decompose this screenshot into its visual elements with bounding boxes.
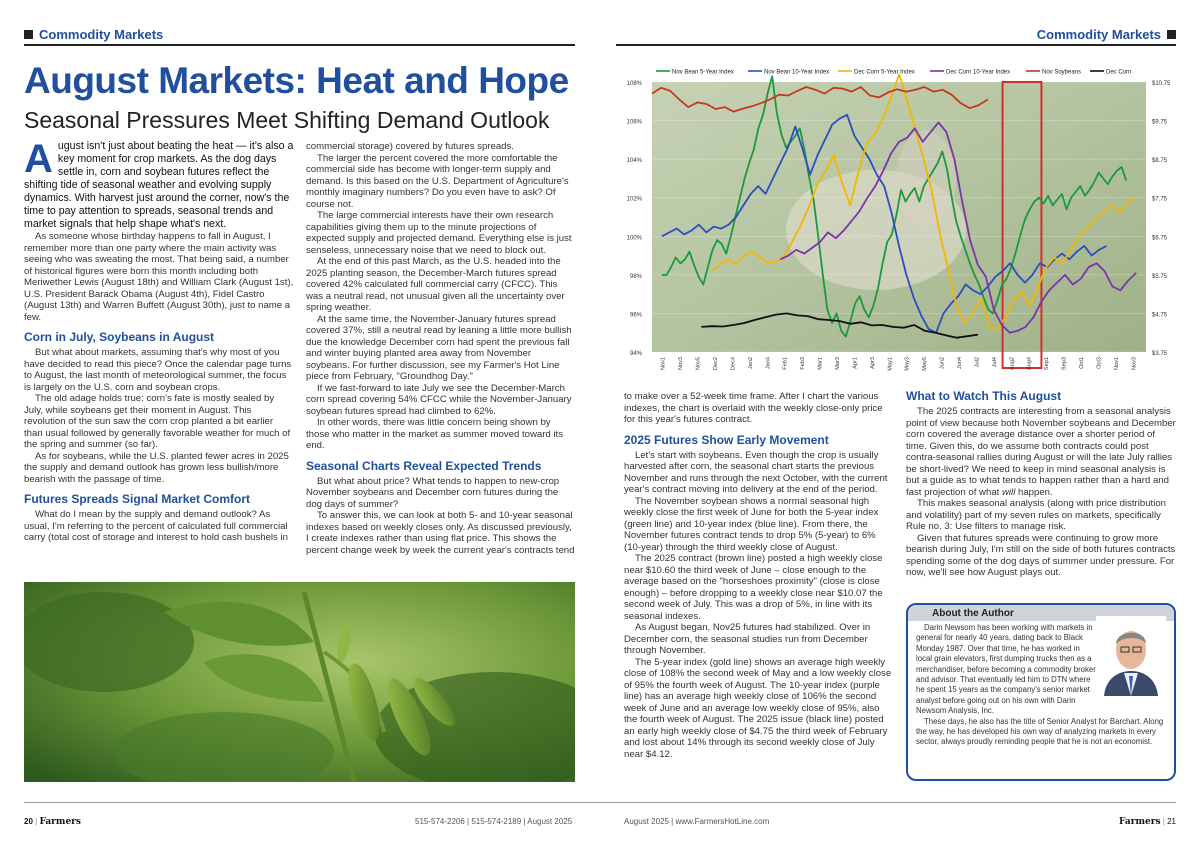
author-headshot: [1096, 616, 1166, 696]
paragraph: The large commercial interests have their own research capabilities giving them up to the minute projections of expected supply and projected demand. Everything else is just senseless, unnecessary noise that we need to block out.: [306, 210, 572, 256]
x-axis-tick-label: Oct3: [1096, 357, 1103, 369]
left-axis-tick-label: 102%: [626, 196, 642, 203]
paragraph: But what about markets, assuming that's why most of you have decided to read this piece? Once the calendar page turns to August, the last month of meteorological summer, the focus is largely on the U.S. corn and soybean crops.: [24, 347, 292, 393]
x-axis-tick-label: Dec2: [713, 357, 719, 371]
x-axis-tick-label: May1: [887, 357, 894, 371]
paragraph: But what about price? What tends to happen to new-crop November soybeans and December corn futures during the dog days of summer?: [306, 475, 560, 510]
paragraph: to make over a 52-week time frame. After I chart the various indexes, the chart is overlaid with the weekly close-only price for this year's futures contract.: [624, 391, 883, 425]
left-axis-tick-label: 106%: [626, 119, 642, 126]
subhead-seasonal: Seasonal Charts Reveal Expected Trends: [306, 458, 542, 473]
x-axis-tick-label: Mar1: [817, 357, 824, 370]
paragraph: As August began, Nov25 futures had stabilized. Over in December corn, the seasonal studies run from December through November.: [624, 622, 871, 656]
footer-left: 20 | Farmers: [24, 817, 81, 827]
paragraph: To answer this, we can look at both 5- and 10-year seasonal indexes based on weekly closes only. As discussed previously, I create indexes rather than using flat price. This shows the percent change week by week the current year's contracts tend: [306, 510, 575, 556]
subhead-corn: Corn in July, Soybeans in August: [24, 330, 215, 344]
x-axis-tick-label: Nov3: [678, 357, 685, 371]
x-axis-tick-label: May3: [904, 357, 911, 371]
soybean-plant-photo: [24, 582, 575, 782]
legend-label: Nov Soybeans: [1042, 69, 1082, 76]
legend-label: Dec Corn 5-Year Index: [854, 69, 915, 76]
x-axis-tick-label: Jan2: [747, 357, 754, 370]
legend-label: Dec Corn 10-Year Index: [946, 69, 1011, 76]
footer-right: Farmers | 21: [1119, 817, 1176, 827]
paragraph: As for soybeans, while the U.S. planted fewer acres in 2025 the supply and demand outlook has grown less bullish/more bearish with the passage of time.: [24, 450, 289, 485]
x-axis-tick-label: Oct1: [1079, 357, 1085, 369]
paragraph: At the end of this past March, as the U.S. headed into the 2025 planting season, the December-March futures spread covered 42% calculated full commercial carry (CFCC). This was a neutral read, not unusual given all the uncertainty over spring weather.: [306, 256, 565, 313]
farmers-logo: Farmers: [39, 817, 81, 827]
paragraph: The 2025 contract (brown line) posted a high weekly close near $10.60 the third week of June – close enough to the average based on the "horseshoes proximity" (close is close enough) – before dropping to a weekly close near $10.07 the second week of July. This was a drop of 5%, in line with its seasonal indexes.: [624, 553, 883, 622]
header-rule-right: [616, 44, 1176, 46]
right-axis-tick-label: $4.75: [1152, 312, 1168, 319]
x-axis-tick-label: Sep3: [1061, 357, 1068, 371]
left-axis-tick-label: 98%: [629, 273, 642, 280]
right-axis-tick-label: $7.75: [1152, 196, 1168, 203]
chart-svg: [616, 60, 1182, 382]
x-axis-tick-label: Feb1: [782, 357, 789, 370]
x-axis-tick-label: Nov5: [695, 357, 702, 371]
paragraph: At the same time, the November-January futures spread covered 37%, still a neutral read by leaning a little more bullish due the knowledge December corn had spent the previous fall and winter buying planted area away from November soybeans. For further discussion, see my Farmer's Hot Line piece from February, "Groundhog Day.": [306, 313, 572, 382]
x-axis-tick-label: Aug4: [1026, 357, 1033, 371]
article-column-4: [906, 390, 1176, 579]
x-axis-tick-label: Jul4: [991, 357, 998, 368]
paragraph: Let's start with soybeans. Even though the crop is usually harvested after corn, the seasonal chart starts the previous November and runs through the next October, with the current year's contract moving into delivery at the end of the period.: [624, 449, 888, 495]
subhead-watch: What to Watch This August: [906, 389, 1062, 403]
article-column-3: [624, 391, 894, 760]
x-axis-tick-label: Apr3: [869, 357, 876, 369]
x-axis-tick-label: Aug2: [1009, 357, 1016, 371]
paragraph: The 5-year index (gold line) shows an average high weekly close of 108% the second week of May and a low weekly close of 95% the fourth week of August. The 10-year index (purple line) has an average high weekly close of 106% the second week of June and an average low weekly close of 95%, also the fourth week of August. The 2025 issue (black line) posted an early high weekly close of $4.75 the third week of February and lost about 14% through its second weekly close of July near $4.12.: [624, 656, 892, 760]
left-axis-tick-label: 108%: [626, 81, 642, 87]
x-axis-tick-label: May5: [922, 357, 929, 371]
square-bullet-icon: [24, 30, 33, 39]
x-axis-tick-label: Dec4: [730, 357, 737, 371]
right-axis-tick-label: $3.75: [1152, 351, 1168, 357]
article-title: August Markets: Heat and Hope: [24, 60, 569, 101]
legend-label: Nov Bean 10-Year Index: [764, 69, 830, 76]
legend-label: Dec Corn: [1106, 69, 1132, 76]
paragraph: The 2025 contracts are interesting from a seasonal analysis point of view because both November soybeans and December corn covered the average distance over a shorter period of time. Given this, do we assume both contracts could post contra-seasonal rallies during August or will the late July rallies be short-lived? We need to keep in mind seasonal analysis is but a guide as to what tends to happen rather than a hard and fast projection of what will happen.: [906, 406, 1176, 498]
x-axis-tick-label: Jun2: [939, 357, 946, 370]
subhead-2025: 2025 Futures Show Early Movement: [624, 432, 829, 447]
left-axis-tick-label: 96%: [629, 312, 642, 319]
paragraph: If we fast-forward to late July we see the December-March corn spread covering 54% CFCC while the November-January soybean futures spread had climbed to 62%.: [306, 382, 572, 417]
square-bullet-icon: [1167, 30, 1176, 39]
paragraph: The larger the percent covered the more comfortable the commercial side has become with longer-term supply and demand. Is this based on the U.S. Department of Agriculture's monthly imaginary numbers? Do you even have to ask? Of course not.: [306, 152, 569, 210]
right-axis-tick-label: $5.75: [1152, 273, 1168, 280]
section-label-text: Commodity Markets: [39, 27, 164, 42]
page-number-left: 20: [24, 817, 33, 826]
paragraph: The old adage holds true: corn's fate is mostly sealed by July, while soybeans get their moment in August. This revolution of the sun saw the corn crop planted a bit earlier than usual followed by generally favorable weather for much of the spring and summer (so far).: [24, 393, 291, 450]
legend-label: Nov Bean 5-Year Index: [672, 69, 734, 76]
right-axis-tick-label: $8.75: [1152, 158, 1168, 165]
lead-paragraph: August isn't just about beating the heat — it's also a key moment for crop markets. As the dog days settle in, corn and soybean futures reflect the shifting tide of seasonal weather and evolving supply dynamics. With harvest just around the corner, now's the time to pay attention to spreads, seasonal trends and market signals that help shape what's next.: [24, 137, 294, 230]
x-axis-tick-label: Jun4: [957, 357, 963, 370]
seasonal-index-chart: [616, 60, 1182, 382]
page-number-right: 21: [1167, 817, 1176, 826]
x-axis-tick-label: Apr1: [852, 357, 859, 369]
article-column-1: [24, 137, 294, 544]
about-author-heading: About the Author: [908, 605, 1174, 621]
left-axis-tick-label: 100%: [626, 235, 642, 242]
paragraph: What do I mean by the supply and demand outlook? As usual, I'm referring to the percent of calculated full commercial carry (total cost of storage and interest to hold cash bushels in: [24, 509, 288, 543]
paragraph: As someone whose birthday happens to fall in August, I remember more than one party where the main activity was seeing who was sweating the most. That being said, a number of historical figures were born this month including both Meriwether Lewis (August 18th) and William Clark (August 1st), U.S. President Barack Obama (August 4th), Fidel Castro (August 13th) and Warren Buffett (August 30th), just to name a few.: [24, 231, 294, 323]
section-label-text: Commodity Markets: [1036, 27, 1161, 42]
paragraph: In other words, there was little concern being shown by those who matter in the market as summer moved toward its end.: [306, 417, 563, 451]
footer-phones: 515-574-2206 | 515-574-2189 | August 2025: [415, 817, 573, 826]
paragraph: This makes seasonal analysis (along with price distribution and volatility) part of my seven rules on markets, specifically Rule no. 3: Use filters to manage risk.: [906, 498, 1167, 532]
left-axis-tick-label: 104%: [626, 158, 642, 165]
right-axis-tick-label: $9.75: [1152, 119, 1168, 126]
x-axis-tick-label: Jul2: [974, 357, 981, 368]
x-axis-tick-label: Feb3: [800, 357, 807, 370]
x-axis-tick-label: Jan4: [765, 357, 772, 370]
right-axis-tick-label: $6.75: [1152, 235, 1168, 242]
footer-rule: [24, 802, 1176, 803]
right-axis-tick-label: $10.75: [1152, 81, 1171, 87]
paragraph: Given that futures spreads were continuing to grow more bearish during July, I'm still on the side of both futures contracts spending some of the dog days of summer under pressure. For now, we'll see how August plays out.: [906, 532, 1176, 578]
subhead-futures: Futures Spreads Signal Market Comfort: [24, 492, 251, 506]
x-axis-tick-label: Mar3: [835, 357, 841, 370]
farmers-logo: Farmers: [1119, 817, 1161, 827]
header-rule-left: [24, 44, 575, 46]
x-axis-tick-label: Nov3: [1131, 357, 1138, 371]
x-axis-tick-label: Sep1: [1044, 357, 1051, 371]
footer-date-site: August 2025 | www.FarmersHotLine.com: [624, 817, 770, 826]
x-axis-tick-label: Nov1: [660, 357, 667, 371]
author-paragraph: These days, he also has the title of Senior Analyst for Barchart. Along the way, he has developed his own way of analyzing markets in every sector, always proudly reminding people that he is not an economist.: [916, 716, 1164, 747]
article-subtitle: Seasonal Pressures Meet Shifting Demand Outlook: [24, 107, 550, 133]
paragraph: The November soybean shows a normal seasonal high weekly close the first week of June for both the 5-year index (green line) and 10-year index (blue line). From there, the November futures contract tends to drop 5% (5-year) to 6% (10-year) through the third weekly close of August.: [624, 495, 879, 553]
section-label-right: [1037, 27, 1176, 42]
paragraph: commercial storage) covered by futures spreads.: [306, 141, 514, 152]
left-axis-tick-label: 94%: [629, 351, 642, 357]
x-axis-tick-label: Nov1: [1113, 357, 1120, 371]
about-author-box: [906, 603, 1176, 781]
article-column-2: [306, 141, 576, 556]
section-label-left: [24, 27, 163, 42]
author-paragraph: Darin Newsom has been working with markets in general for nearly 40 years, dating back to Black Monday 1987. Over that time, he has worked in local grain elevators, first dumping trucks then as a merchandiser, before becoming a commodity broker and advisor. That eventually led him to DTN where he spent 15 years as the company's senior market analyst before going out on his own with Darin Newsom Analysis, Inc.: [916, 623, 1096, 716]
drop-cap: A: [24, 137, 53, 181]
